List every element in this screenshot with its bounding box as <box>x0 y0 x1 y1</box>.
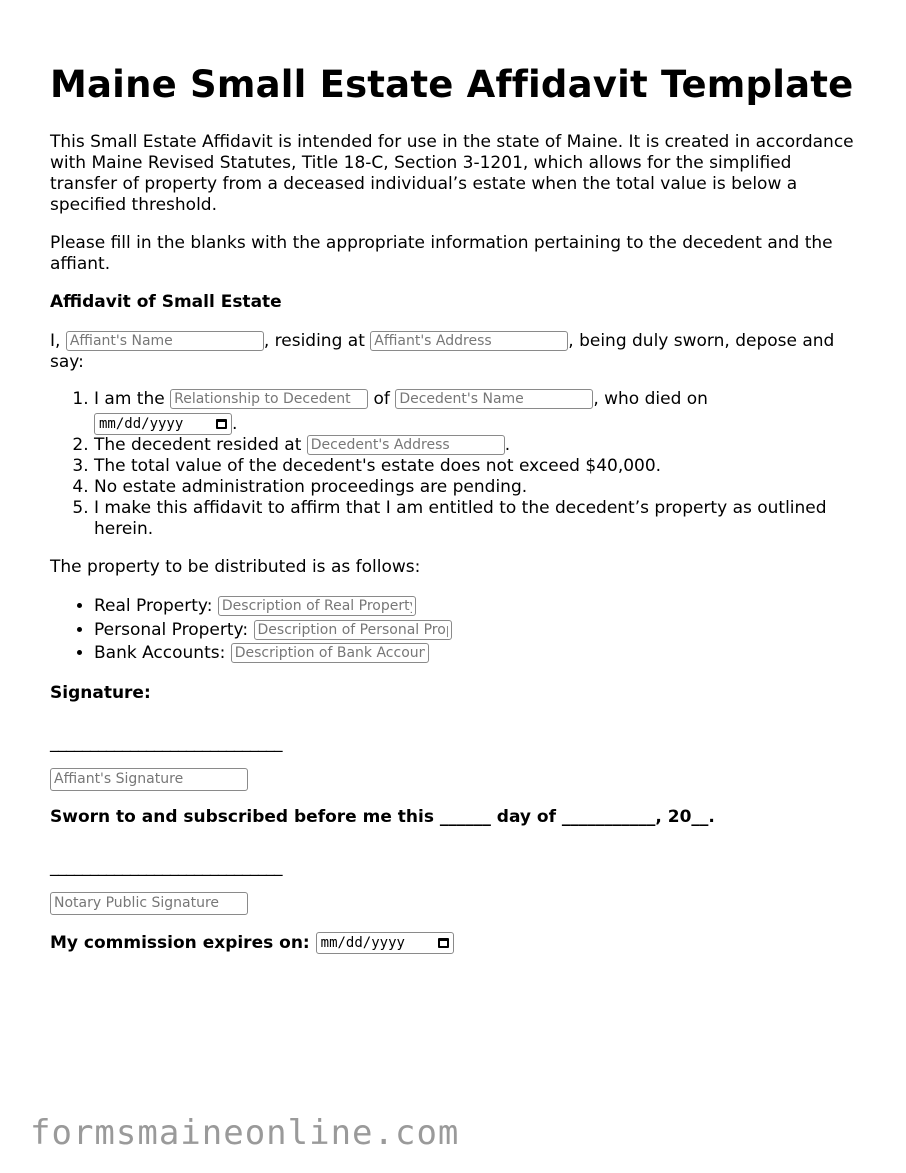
intro-paragraph: This Small Estate Affidavit is intended for use in the state of Maine. It is created in accordance with Maine Revised Statutes, Title 18-C, Section 3-1201, which allows for the simplified transfer of property from a deceased individual’s estate when the total value is below a specified threshold. <box>50 132 854 215</box>
section-heading: Affidavit of Small Estate <box>50 292 282 312</box>
document-page <box>50 0 860 955</box>
notary-signature-line: _____________________________ <box>50 856 282 877</box>
commission-label: My commission expires on: <box>50 932 310 953</box>
statement-item-3: 3. The total value of the decedent's estate does not exceed $40,000. <box>94 456 860 477</box>
statement-item-2 <box>94 435 860 456</box>
signature-line: _____________________________ <box>50 732 282 753</box>
personal-property-label: Personal Property: <box>94 619 249 640</box>
signature-heading: Signature: <box>50 682 151 703</box>
affiant-address-input[interactable] <box>370 331 568 351</box>
oath-statement <box>50 331 860 373</box>
item1-end: . <box>232 414 238 434</box>
item2-prefix: The decedent resided at <box>94 435 302 455</box>
oath-suffix: , being duly sworn, depose and say: <box>50 331 835 372</box>
commission-date-placeholder: mm/dd/yyyy <box>320 934 405 951</box>
notary-signature-field <box>50 892 860 914</box>
affidavit-statements-list <box>50 389 860 540</box>
commission-date-input[interactable] <box>316 932 454 954</box>
statement-item-4: 4. No estate administration proceedings are pending. <box>94 477 860 498</box>
sworn-statement: Sworn to and subscribed before me this ______ day of ___________, 20__. <box>50 806 715 827</box>
death-date-line <box>94 413 860 435</box>
death-date-placeholder: mm/dd/yyyy <box>99 415 184 432</box>
personal-property-input[interactable] <box>254 620 452 640</box>
page-title: Maine Small Estate Affidavit Template <box>50 63 854 106</box>
decedent-address-input[interactable] <box>307 435 505 455</box>
decedent-name-input[interactable] <box>395 389 593 409</box>
property-intro: The property to be distributed is as follows: <box>50 557 421 577</box>
property-item-real <box>94 595 860 619</box>
death-date-input[interactable] <box>94 413 232 435</box>
bank-accounts-input[interactable] <box>231 643 429 663</box>
oath-residing: , residing at <box>263 331 365 351</box>
bank-accounts-label: Bank Accounts: <box>94 643 226 663</box>
calendar-icon[interactable] <box>438 938 449 948</box>
property-item-personal <box>94 619 860 643</box>
statement-item-5: 5. I make this affidavit to affirm that I am entitled to the decedent’s property as outlined herein. <box>94 498 860 540</box>
item1-prefix: I am the <box>94 389 165 409</box>
statement-item-1 <box>94 389 860 435</box>
affiant-name-input[interactable] <box>66 331 264 351</box>
real-property-label: Real Property: <box>94 596 213 616</box>
property-item-bank <box>94 642 860 666</box>
real-property-input[interactable] <box>218 596 416 616</box>
site-watermark: formsmaineonline.com <box>30 1113 460 1153</box>
affiant-signature-input[interactable] <box>50 768 248 791</box>
oath-prefix: I, <box>50 331 61 351</box>
commission-row <box>50 931 860 955</box>
calendar-icon[interactable] <box>216 419 227 429</box>
instructions-paragraph: Please fill in the blanks with the appropriate information pertaining to the decedent and the affiant. <box>50 233 833 274</box>
affiant-signature-field <box>50 768 860 790</box>
item2-end: . <box>504 435 511 455</box>
relationship-input[interactable] <box>170 389 368 409</box>
property-list <box>50 595 860 666</box>
item1-of: of <box>373 389 390 409</box>
notary-signature-input[interactable] <box>50 892 248 915</box>
item1-died-on: , who died on <box>593 389 708 409</box>
